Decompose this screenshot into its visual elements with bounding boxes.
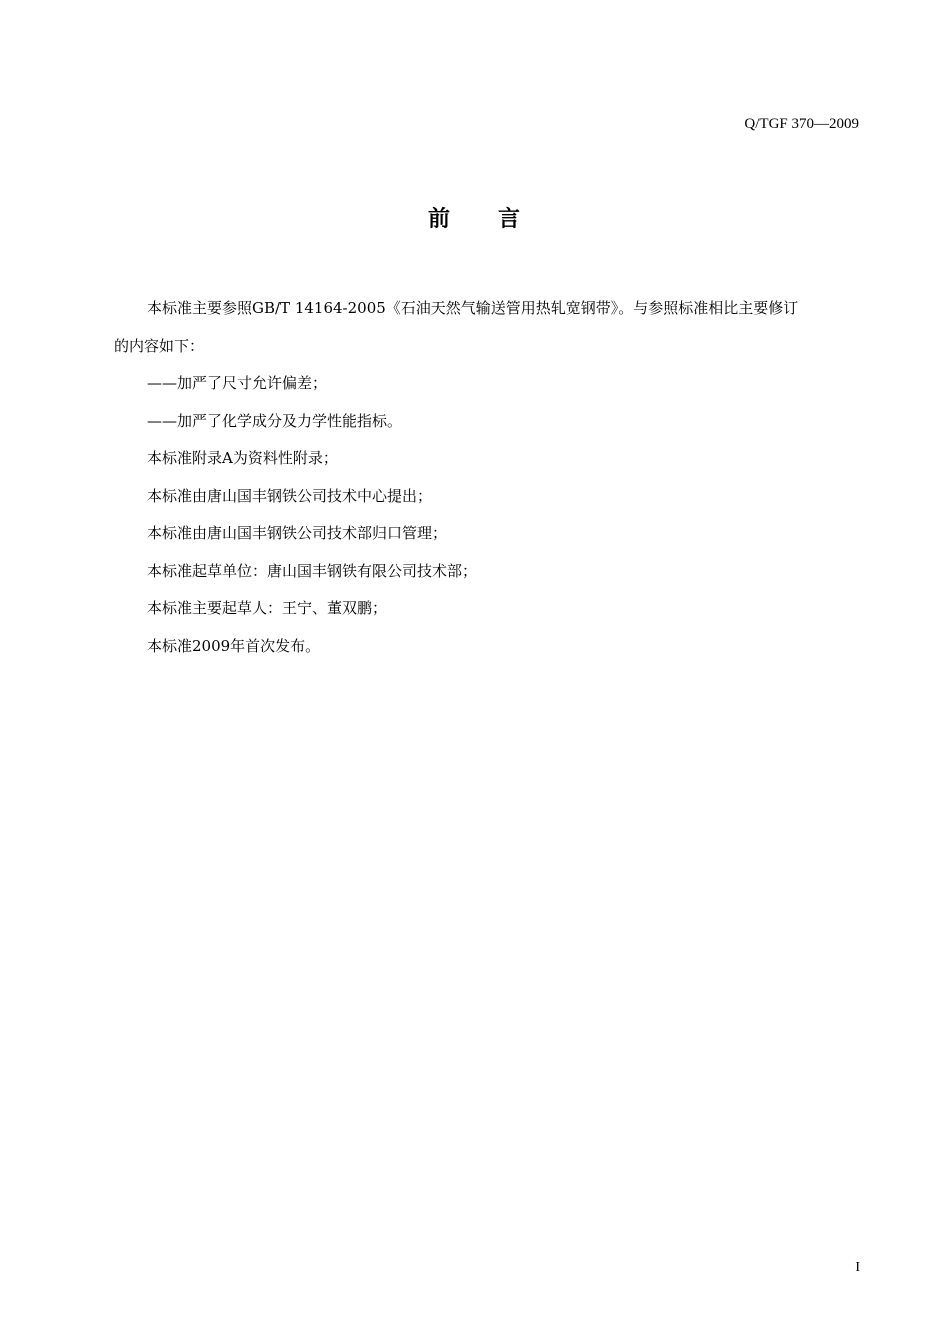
foreword-body	[114, 290, 860, 665]
appendix-statement: 本标准附录A为资料性附录；	[147, 449, 338, 467]
intro-line-1: 本标准主要参照GB/T 14164-2005《石油天然气输送管用热轧宽钢带》。与参照标准相比主要修订	[147, 299, 799, 317]
drafting-unit-statement: 本标准起草单位：唐山国丰钢铁有限公司技术部；	[147, 561, 478, 580]
title-char-2: 言	[498, 206, 523, 232]
page-number: I	[855, 1260, 860, 1275]
document-code: Q/TGF 370—2009	[744, 116, 859, 132]
revision-item-1: ——加严了尺寸允许偏差；	[147, 374, 328, 392]
revision-item-2: ——加严了化学成分及力学性能指标。	[147, 411, 403, 430]
title-char-1: 前	[427, 206, 452, 232]
intro-line-2: 的内容如下：	[114, 336, 205, 355]
page-title	[0, 203, 950, 235]
managed-by-statement: 本标准由唐山国丰钢铁公司技术部归口管理；	[147, 524, 448, 542]
release-statement: 本标准2009年首次发布。	[147, 636, 321, 655]
drafters-statement: 本标准主要起草人：王宁、董双鹏；	[147, 599, 388, 617]
proposed-by-statement: 本标准由唐山国丰钢铁公司技术中心提出；	[147, 486, 433, 505]
